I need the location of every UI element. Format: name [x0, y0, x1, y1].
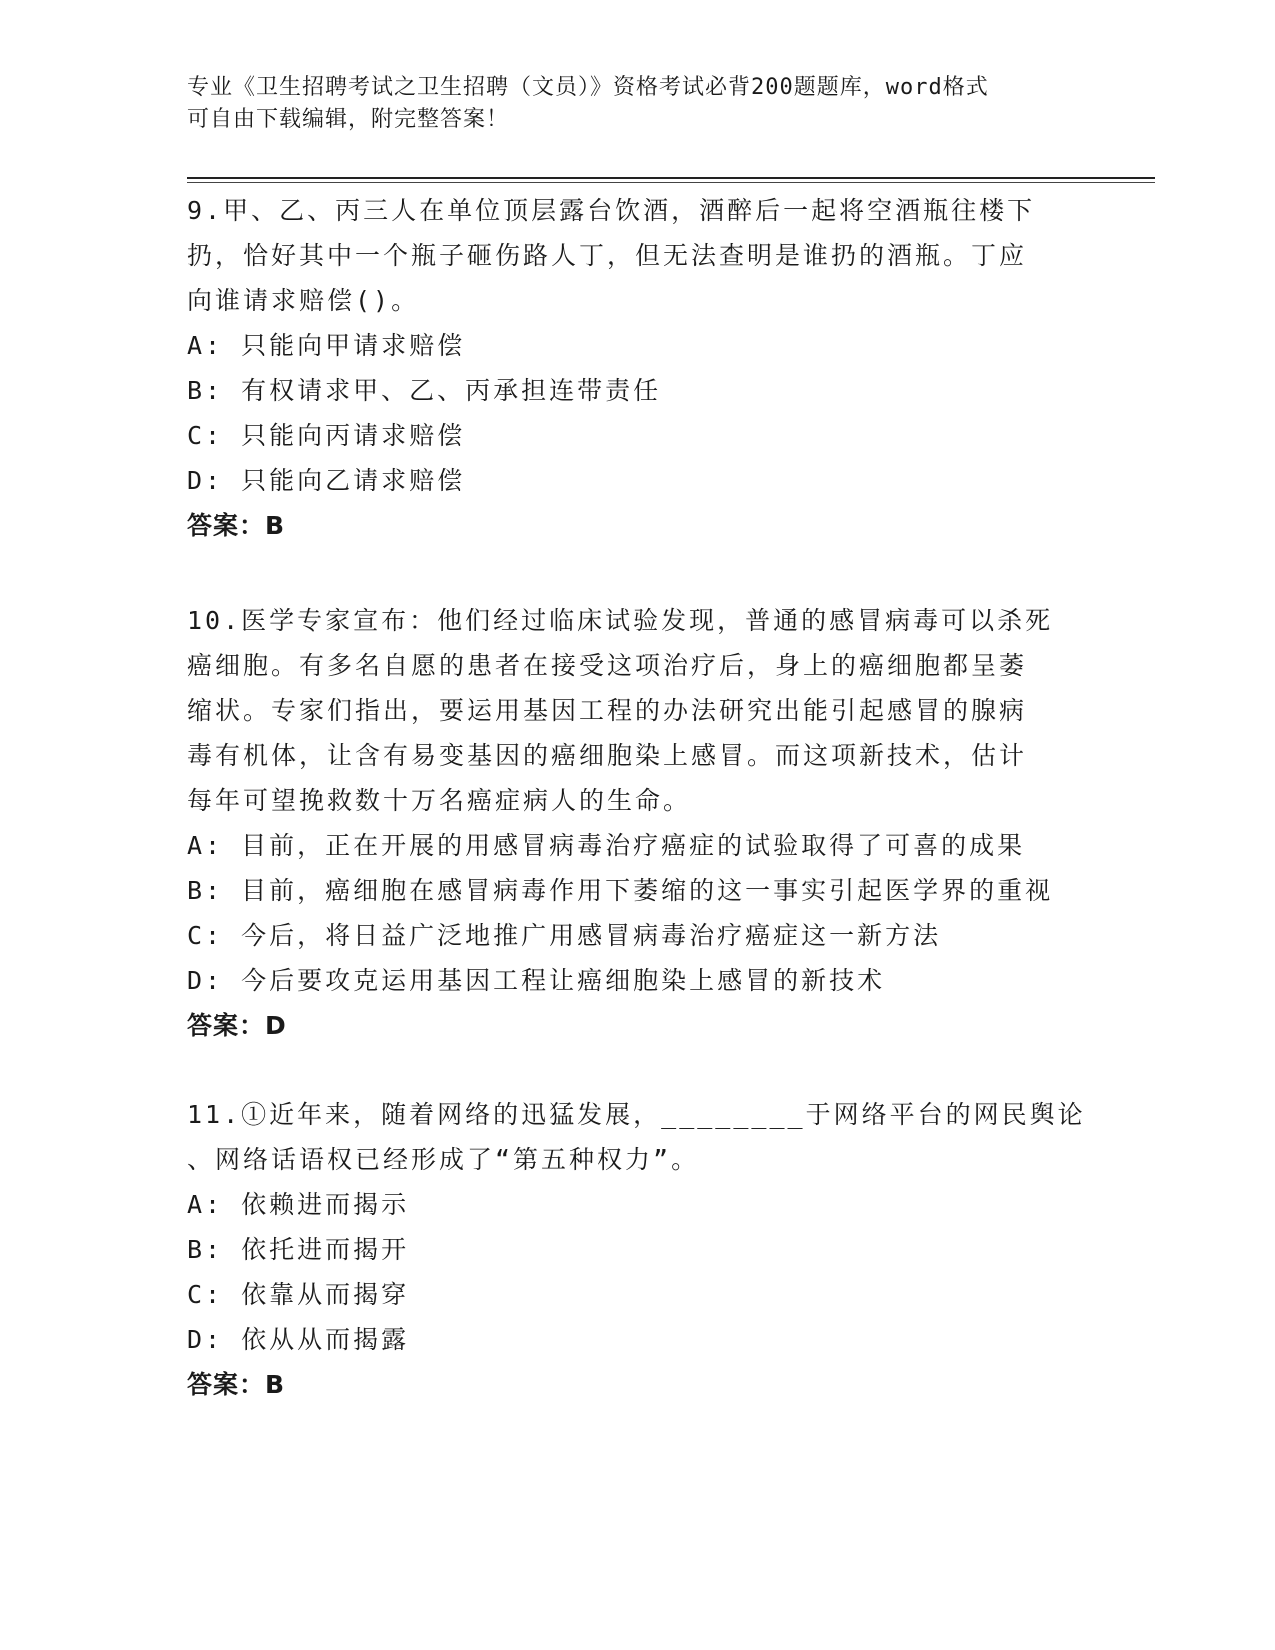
- option-a: A: 依赖进而揭示: [187, 1190, 410, 1219]
- answer-line: 答案：D: [187, 1011, 287, 1040]
- option-b: B: 目前，癌细胞在感冒病毒作用下萎缩的这一事实引起医学界的重视: [187, 876, 1054, 905]
- question-stem: [187, 1092, 1087, 1182]
- stem-line: 11.①近年来，随着网络的迅猛发展，________于网络平台的网民舆论: [187, 1100, 1086, 1129]
- stem-line: 10.医学专家宣布：他们经过临床试验发现，普通的感冒病毒可以杀死: [187, 606, 1054, 635]
- option-a: A: 只能向甲请求赔偿: [187, 331, 466, 360]
- question-9: [187, 188, 1087, 548]
- stem-line: 癌细胞。有多名自愿的患者在接受这项治疗后，身上的癌细胞都呈萎: [187, 651, 1028, 680]
- answer-line: 答案：B: [187, 1370, 286, 1399]
- header-divider-thin: [187, 182, 1155, 183]
- option-c: C: 只能向丙请求赔偿: [187, 421, 466, 450]
- option-c: C: 依靠从而揭穿: [187, 1280, 410, 1309]
- stem-line: 毒有机体，让含有易变基因的癌细胞染上感冒。而这项新技术，估计: [187, 741, 1028, 770]
- option-a: A: 目前，正在开展的用感冒病毒治疗癌症的试验取得了可喜的成果: [187, 831, 1026, 860]
- stem-line: 、网络话语权已经形成了“第五种权力”。: [187, 1145, 700, 1174]
- stem-line: 缩状。专家们指出，要运用基因工程的办法研究出能引起感冒的腺病: [187, 696, 1028, 725]
- question-stem: [187, 188, 1087, 323]
- answer-line: 答案：B: [187, 511, 286, 540]
- option-d: D: 依从从而揭露: [187, 1325, 410, 1354]
- stem-line: 扔，恰好其中一个瓶子砸伤路人丁，但无法查明是谁扔的酒瓶。丁应: [187, 241, 1028, 270]
- option-d: D: 只能向乙请求赔偿: [187, 466, 466, 495]
- header-divider-thick: [187, 177, 1155, 179]
- stem-line: 每年可望挽救数十万名癌症病人的生命。: [187, 786, 692, 815]
- option-b: B: 依托进而揭开: [187, 1235, 410, 1264]
- option-d: D: 今后要攻克运用基因工程让癌细胞染上感冒的新技术: [187, 966, 886, 995]
- header-title-line-2: 可自由下载编辑，附完整答案！: [187, 107, 510, 132]
- stem-line: 9.甲、乙、丙三人在单位顶层露台饮酒，酒醉后一起将空酒瓶往楼下: [187, 196, 1036, 225]
- option-b: B: 有权请求甲、乙、丙承担连带责任: [187, 376, 662, 405]
- option-c: C: 今后，将日益广泛地推广用感冒病毒治疗癌症这一新方法: [187, 921, 942, 950]
- question-11: [187, 1092, 1087, 1407]
- header-title-line-1: 专业《卫生招聘考试之卫生招聘（文员）》资格考试必背200题题库，word格式: [187, 75, 989, 100]
- document-header: [187, 72, 1087, 136]
- question-10: [187, 598, 1087, 1048]
- stem-line: 向谁请求赔偿()。: [187, 286, 420, 315]
- question-stem: [187, 598, 1087, 823]
